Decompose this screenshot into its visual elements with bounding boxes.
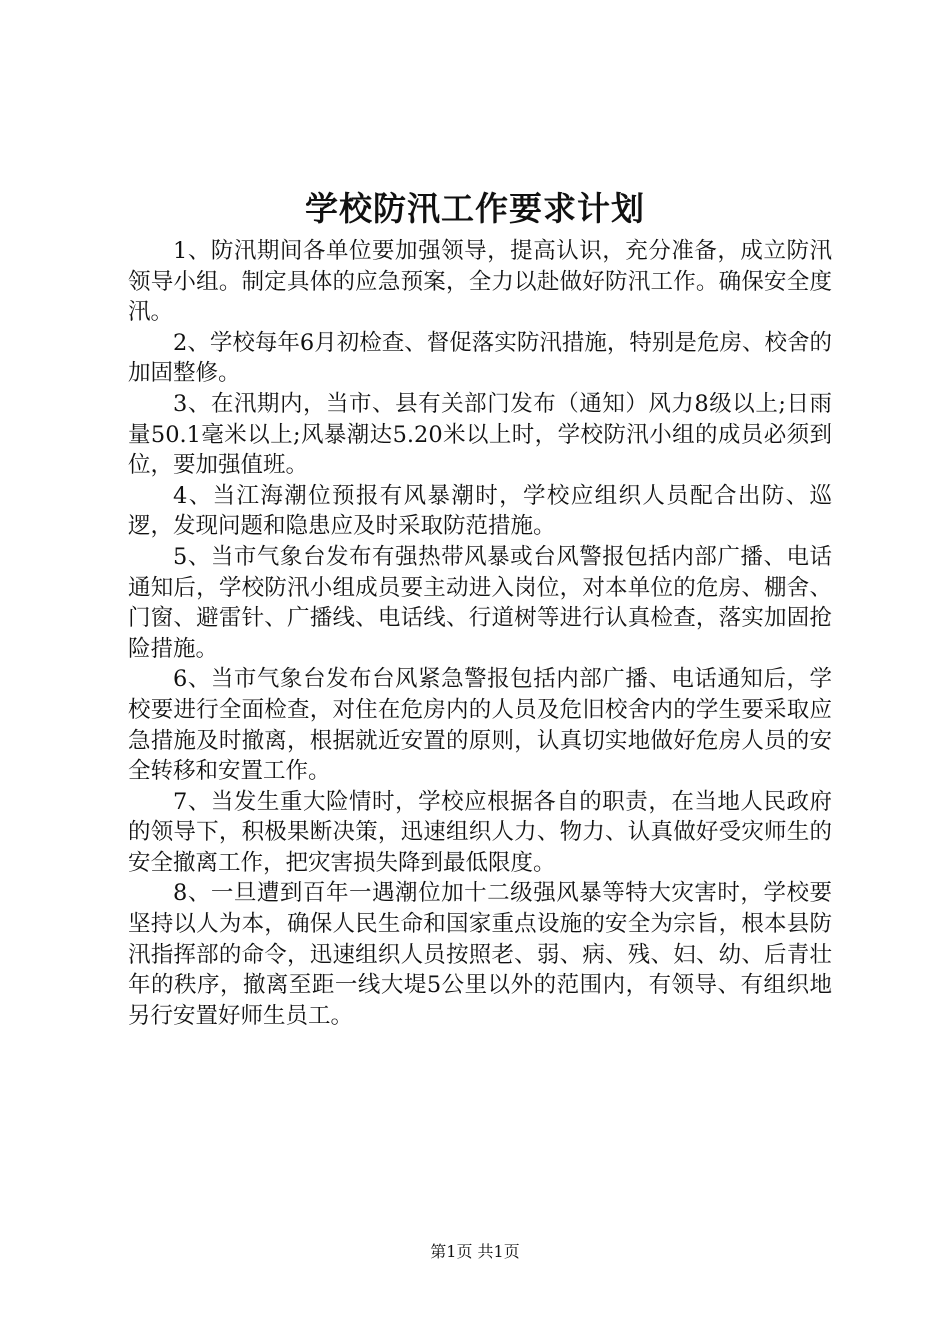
document-body (128, 236, 832, 1031)
paragraph-1: 1、防汛期间各单位要加强领导，提高认识，充分准备，成立防汛领导小组。制定具体的应急预案，全力以赴做好防汛工作。确保安全度汛。 (128, 238, 832, 326)
paragraph-2: 2、学校每年6月初检查、督促落实防汛措施，特别是危房、校舍的加固整修。 (128, 329, 832, 387)
paragraph-8: 8、一旦遭到百年一遇潮位加十二级强风暴等特大灾害时，学校要坚持以人为本，确保人民生命和国家重点设施的安全为宗旨，根本县防汛指挥部的命令，迅速组织人员按照老、弱、病、残、妇、幼、后青壮年的秩序，撤离至距一线大堤5公里以外的范围内，有领导、有组织地另行安置好师生员工。 (128, 880, 832, 1029)
paragraph-4: 4、当江海潮位预报有风暴潮时，学校应组织人员配合出防、巡逻，发现问题和隐患应及时采取防范措施。 (128, 482, 832, 540)
document-title: 学校防汛工作要求计划 (305, 189, 645, 228)
paragraph-5: 5、当市气象台发布有强热带风暴或台风警报包括内部广播、电话通知后，学校防汛小组成员要主动进入岗位，对本单位的危房、棚舍、门窗、避雷针、广播线、电话线、行道树等进行认真检查，落实加固抢险措施。 (128, 543, 832, 662)
paragraph-3: 3、在汛期内，当市、县有关部门发布（通知）风力8级以上;日雨量50.1毫米以上;风暴潮达5.20米以上时，学校防汛小组的成员必须到位，要加强值班。 (128, 390, 832, 479)
paragraph-6: 6、当市气象台发布台风紧急警报包括内部广播、电话通知后，学校要进行全面检查，对住在危房内的人员及危旧校舍内的学生要采取应急措施及时撤离，根据就近安置的原则，认真切实地做好危房人员的安全转移和安置工作。 (128, 666, 832, 785)
page-number-footer: 第1页 共1页 (430, 1242, 520, 1261)
paragraph-7: 7、当发生重大险情时，学校应根据各自的职责，在当地人民政府的领导下，积极果断决策，迅速组织人力、物力、认真做好受灾师生的安全撤离工作，把灾害损失降到最低限度。 (128, 788, 832, 876)
